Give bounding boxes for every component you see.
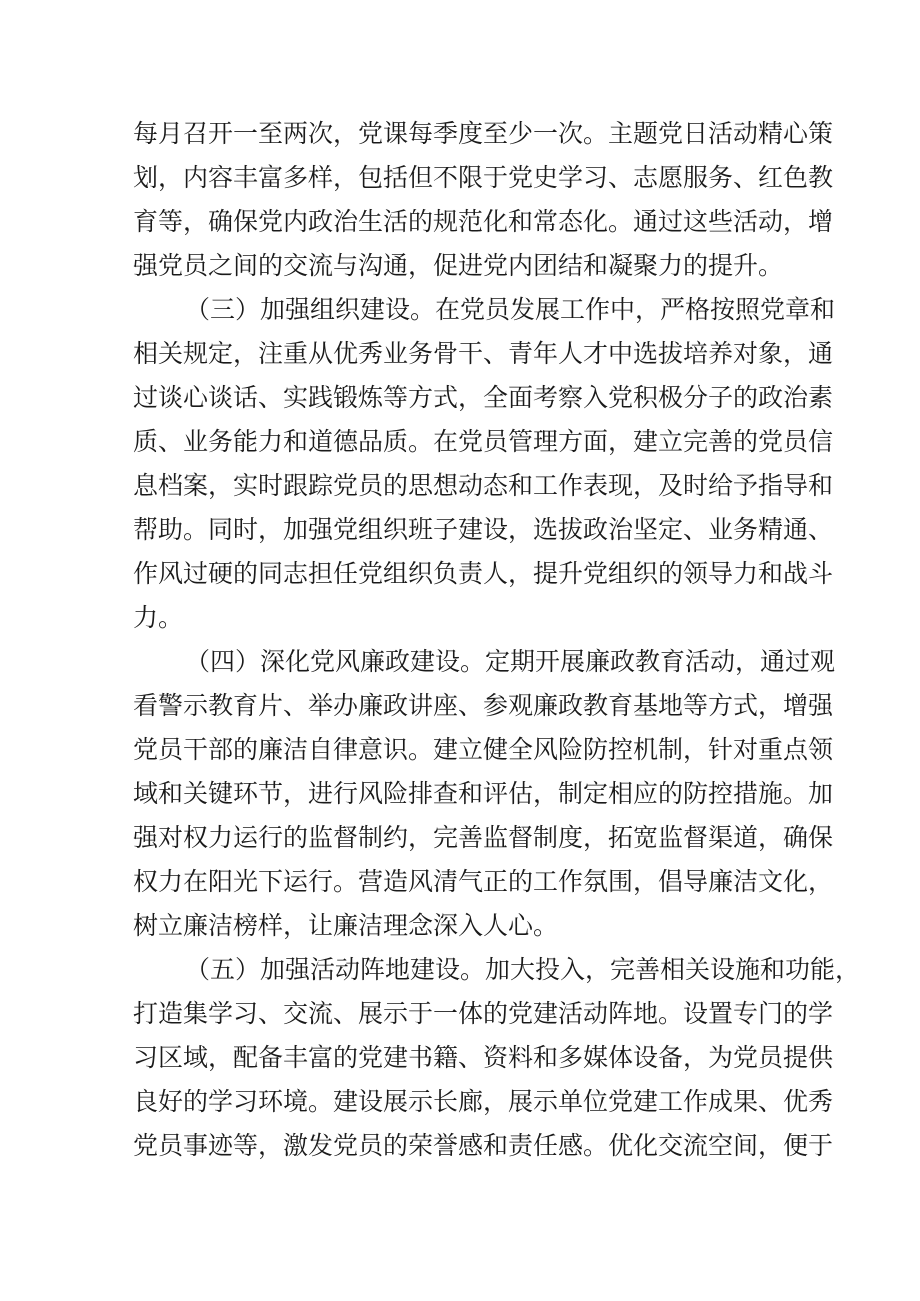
text-line: 息档案，实时跟踪党员的思想动态和工作表现，及时给予指导和 (133, 471, 834, 500)
paragraph-integrity-building (133, 640, 836, 948)
text-line: 良好的学习环境。建设展示长廊，展示单位党建工作成果、优秀 (133, 1087, 834, 1116)
document-body (133, 112, 861, 1168)
text-line: 力。 (133, 603, 184, 632)
text-line: 过谈心谈话、实践锻炼等方式，全面考察入党积极分子的政治素 (133, 383, 834, 412)
text-line: 作风过硬的同志担任党组织负责人，提升党组织的领导力和战斗 (133, 559, 834, 588)
paragraph-continuation (133, 112, 834, 288)
text-line: 党员事迹等，激发党员的荣誉感和责任感。优化交流空间，便于 (133, 1131, 834, 1160)
paragraph-organization-building (133, 288, 836, 640)
text-line: 相关规定，注重从优秀业务骨干、青年人才中选拔培养对象，通 (133, 339, 834, 368)
text-line: 打造集学习、交流、展示于一体的党建活动阵地。设置专门的学 (133, 999, 834, 1028)
text-line: （三）加强组织建设。在党员发展工作中，严格按照党章和 (185, 295, 836, 324)
text-line: 强党员之间的交流与沟通，促进党内团结和凝聚力的提升。 (133, 251, 784, 280)
text-line: 习区域，配备丰富的党建书籍、资料和多媒体设备，为党员提供 (133, 1043, 834, 1072)
text-line: 质、业务能力和道德品质。在党员管理方面，建立完善的党员信 (133, 427, 834, 456)
text-line: 党员干部的廉洁自律意识。建立健全风险防控机制，针对重点领 (133, 735, 834, 764)
text-line: 育等，确保党内政治生活的规范化和常态化。通过这些活动，增 (133, 207, 834, 236)
paragraph-activity-venue (133, 948, 861, 1168)
text-line: 树立廉洁榜样，让廉洁理念深入人心。 (133, 911, 559, 940)
text-line: 看警示教育片、举办廉政讲座、参观廉政教育基地等方式，增强 (133, 691, 834, 720)
text-line: 划，内容丰富多样，包括但不限于党史学习、志愿服务、红色教 (133, 163, 834, 192)
text-line: 帮助。同时，加强党组织班子建设，选拔政治坚定、业务精通、 (133, 515, 834, 544)
text-line: （四）深化党风廉政建设。定期开展廉政教育活动，通过观 (185, 647, 836, 676)
text-line: 每月召开一至两次，党课每季度至少一次。主题党日活动精心策 (133, 119, 834, 148)
text-line: 强对权力运行的监督制约，完善监督制度，拓宽监督渠道，确保 (133, 823, 834, 852)
text-line: 域和关键环节，进行风险排查和评估，制定相应的防控措施。加 (133, 779, 834, 808)
text-line: 权力在阳光下运行。营造风清气正的工作氛围，倡导廉洁文化， (133, 867, 834, 896)
text-line: （五）加强活动阵地建设。加大投入，完善相关设施和功能， (185, 955, 861, 984)
